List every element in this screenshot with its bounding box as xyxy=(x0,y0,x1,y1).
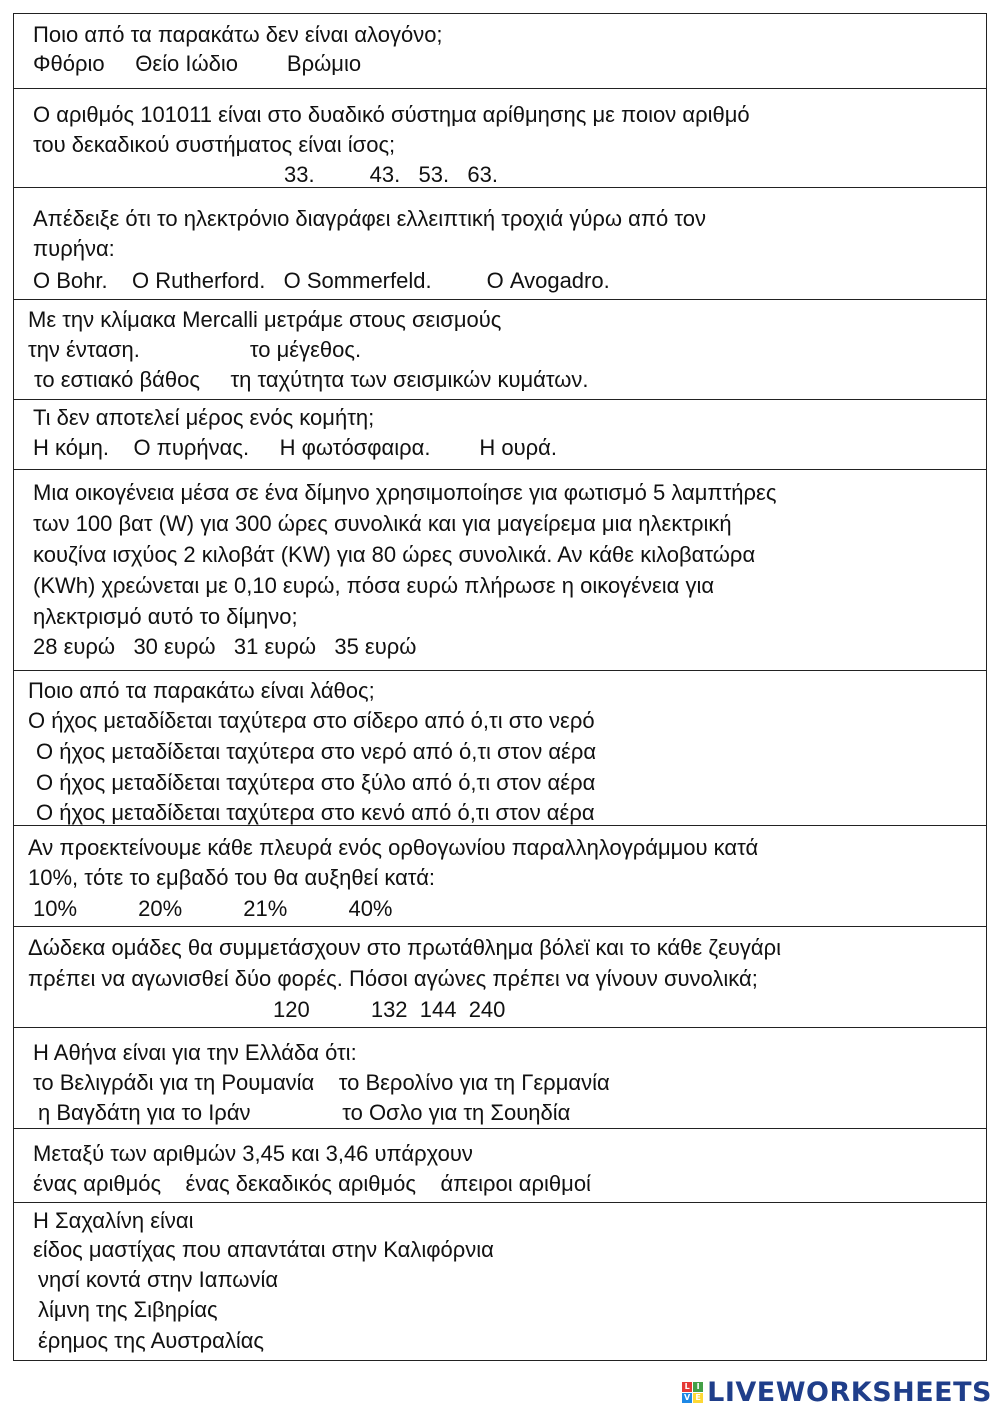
question-line: ηλεκτρισμό αυτό το δίμηνο; xyxy=(33,604,298,629)
question-text: Τι δεν αποτελεί μέρος ενός κομήτη; xyxy=(33,405,375,430)
question-line: 33. 43. 53. 63. xyxy=(284,162,499,187)
question-text: Ποιο από τα παρακάτω είναι λάθος; xyxy=(28,678,375,703)
liveworksheets-badge-icon xyxy=(682,1382,703,1403)
question-line: Ο ήχος μεταδίδεται ταχύτερα στο ξύλο από ό,τι στον αέρα xyxy=(36,770,596,795)
question-line: 120 132 144 240 xyxy=(273,997,506,1022)
question-text: Απέδειξε ότι το ηλεκτρόνιο διαγράφει ελλειπτική τροχιά γύρω από τον xyxy=(33,206,707,231)
question-text: Η Σαχαλίνη είναι xyxy=(33,1208,194,1233)
question-3 xyxy=(14,188,986,300)
question-9 xyxy=(14,927,986,1028)
question-line: ένας αριθμός ένας δεκαδικός αριθμός άπειροι αριθμοί xyxy=(33,1171,591,1196)
question-line: έρημος της Αυστραλίας xyxy=(38,1328,265,1353)
badge-letter: E xyxy=(693,1393,703,1403)
question-line: το Βελιγράδι για τη Ρουμανία το Βερολίνο για τη Γερμανία xyxy=(33,1070,610,1095)
question-line: νησί κοντά στην Ιαπωνία xyxy=(38,1267,279,1292)
question-line: (KWh) χρεώνεται με 0,10 ευρώ, πόσα ευρώ πλήρωσε η οικογένεια για xyxy=(33,573,715,598)
question-line: λίμνη της Σιβηρίας xyxy=(38,1297,218,1322)
badge-letter: I xyxy=(693,1382,703,1392)
question-5 xyxy=(14,400,986,470)
question-line: το εστιακό βάθος τη ταχύτητα των σεισμικών κυμάτων. xyxy=(34,367,589,392)
question-text: Αν προεκτείνουμε κάθε πλευρά ενός ορθογωνίου παραλληλογράμμου κατά xyxy=(28,835,759,860)
question-line: του δεκαδικού συστήματος είναι ίσος; xyxy=(33,132,396,157)
question-line: η Βαγδάτη για το Ιράν το Οσλο για τη Σουηδία xyxy=(38,1100,571,1125)
question-2 xyxy=(14,89,986,188)
question-text: Ποιο από τα παρακάτω δεν είναι αλογόνο; xyxy=(33,22,443,47)
badge-letter: L xyxy=(682,1382,692,1392)
question-text: Μια οικογένεια μέσα σε ένα δίμηνο χρησιμοποίησε για φωτισμό 5 λαμπτήρες xyxy=(33,480,777,505)
brand-name: LIVEWORKSHEETS xyxy=(707,1376,992,1408)
question-8 xyxy=(14,826,986,927)
question-text: Μεταξύ των αριθμών 3,45 και 3,46 υπάρχουν xyxy=(33,1141,473,1166)
question-text: Δώδεκα ομάδες θα συμμετάσχουν στο πρωτάθλημα βόλεϊ και το κάθε ζευγάρι xyxy=(28,935,781,960)
question-line: πρέπει να αγωνισθεί δύο φορές. Πόσοι αγώνες πρέπει να γίνουν συνολικά; xyxy=(28,966,758,991)
question-line: Φθόριο Θείο Ιώδιο Βρώμιο xyxy=(33,51,362,76)
question-line: 28 ευρώ 30 ευρώ 31 ευρώ 35 ευρώ xyxy=(33,634,417,659)
question-10 xyxy=(14,1028,986,1129)
question-line: κουζίνα ισχύος 2 κιλοβάτ (KW) για 80 ώρες συνολικά. Αν κάθε κιλοβατώρα xyxy=(33,542,756,567)
question-line: την ένταση. το μέγεθος. xyxy=(28,337,362,362)
worksheet-table xyxy=(13,13,987,1361)
question-6 xyxy=(14,470,986,671)
question-11 xyxy=(14,1129,986,1203)
question-4 xyxy=(14,300,986,400)
question-line: είδος μαστίχας που απαντάται στην Καλιφόρνια xyxy=(33,1237,494,1262)
question-line: 10% 20% 21% 40% xyxy=(33,896,393,921)
question-12 xyxy=(14,1203,986,1360)
question-line: Ο ήχος μεταδίδεται ταχύτερα στο κενό από ό,τι στον αέρα xyxy=(36,800,595,825)
badge-letter: V xyxy=(684,1392,691,1402)
question-line: 10%, τότε το εμβαδό του θα αυξηθεί κατά: xyxy=(28,865,436,890)
question-line: Ο ήχος μεταδίδεται ταχύτερα στο σίδερο από ό,τι στο νερό xyxy=(28,708,595,733)
question-line: Η κόμη. Ο πυρήνας. Η φωτόσφαιρα. Η ουρά. xyxy=(33,435,557,460)
question-text: Η Αθήνα είναι για την Ελλάδα ότι: xyxy=(33,1040,357,1065)
question-line: πυρήνα: xyxy=(33,236,115,261)
liveworksheets-logo xyxy=(682,1372,992,1412)
question-line: των 100 βατ (W) για 300 ώρες συνολικά και για μαγείρεμα μια ηλεκτρική xyxy=(33,511,732,536)
question-text: Με την κλίμακα Mercalli μετράμε στους σεισμούς xyxy=(28,307,502,332)
question-text: Ο αριθμός 101011 είναι στο δυαδικό σύστημα αρίθμησης με ποιον αριθμό xyxy=(33,102,750,127)
question-7 xyxy=(14,671,986,826)
question-line: Ο Bohr. Ο Rutherford. Ο Sommerfeld. Ο Avogadro. xyxy=(33,268,610,293)
question-1 xyxy=(14,14,986,89)
question-line: Ο ήχος μεταδίδεται ταχύτερα στο νερό από ό,τι στον αέρα xyxy=(36,739,597,764)
